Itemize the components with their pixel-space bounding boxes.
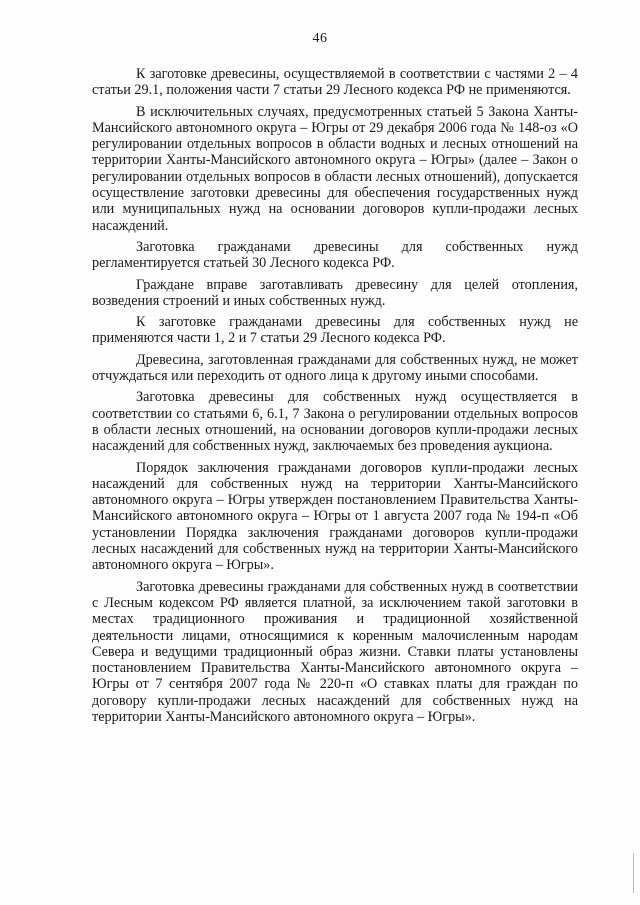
scan-edge-mark — [633, 853, 634, 893]
paragraph: Порядок заключения гражданами договоров купли-продажи лесных насаждений для собственных нужд на территории Ханты-Мансийского автономного округа – Югры утвержден постановлением Правительства Ханты-Мансийского автономного округа – Югры от 1 августа 2007 года № 194-п «Об установлении Порядка заключения гражданами договоров купли-продажи лесных насаждений для собственных нужд на территории Ханты-Мансийского автономного округа – Югры». — [92, 459, 578, 574]
paragraph: В исключительных случаях, предусмотренных статьей 5 Закона Ханты-Мансийского автономного округа – Югры от 29 декабря 2006 года № 148-оз «О регулировании отдельных вопросов в области водных и лесных отношений на территории Ханты-Мансийского автономного округа – Югры» (далее – Закон о регулировании отдельных вопросов в области лесных отношений), допускается осуществление заготовки древесины для обеспечения государственных нужд или муниципальных нужд на основании договоров купли-продажи лесных насаждений. — [92, 103, 578, 234]
paragraph: К заготовке гражданами древесины для собственных нужд не применяются части 1, 2 и 7 статьи 29 Лесного кодекса РФ. — [92, 314, 578, 347]
paragraph: Древесина, заготовленная гражданами для собственных нужд, не может отчуждаться или переходить от одного лица к другому иными способами. — [92, 351, 578, 385]
document-body — [92, 66, 578, 725]
paragraph: К заготовке древесины, осуществляемой в соответствии с частями 2 – 4 статьи 29.1, положения части 7 статьи 29 Лесного кодекса РФ не применяются. — [92, 66, 578, 99]
paragraph: Заготовка древесины для собственных нужд осуществляется в соответствии со статьями 6, 6.1, 7 Закона о регулировании отдельных вопросов в области лесных отношений, на основании договоров купли-продажи лесных насаждений для собственных нужд, заключаемых без проведения аукциона. — [92, 389, 578, 455]
paragraph: Заготовка гражданами древесины для собственных нужд регламентируется статьей 30 Лесного кодекса РФ. — [92, 238, 578, 272]
paragraph: Граждане вправе заготавливать древесину для целей отопления, возведения строений и иных собственных нужд. — [92, 276, 578, 309]
page-number: 46 — [312, 31, 328, 46]
paragraph: Заготовка древесины гражданами для собственных нужд в соответствии с Лесным кодексом РФ является платной, за исключением такой заготовки в местах традиционного проживания и традиционной хозяйственной деятельности лицами, относящимися к коренным малочисленным народам Севера и ведущими традиционный образ жизни. Ставки платы установлены постановлением Правительства Ханты-Мансийского автономного округа – Югры от 7 сентября 2007 года № 220-п «О ставках платы для граждан по договору купли-продажи лесных насаждений для собственных нужд на территории Ханты-Мансийского автономного округа – Югры». — [92, 578, 578, 725]
